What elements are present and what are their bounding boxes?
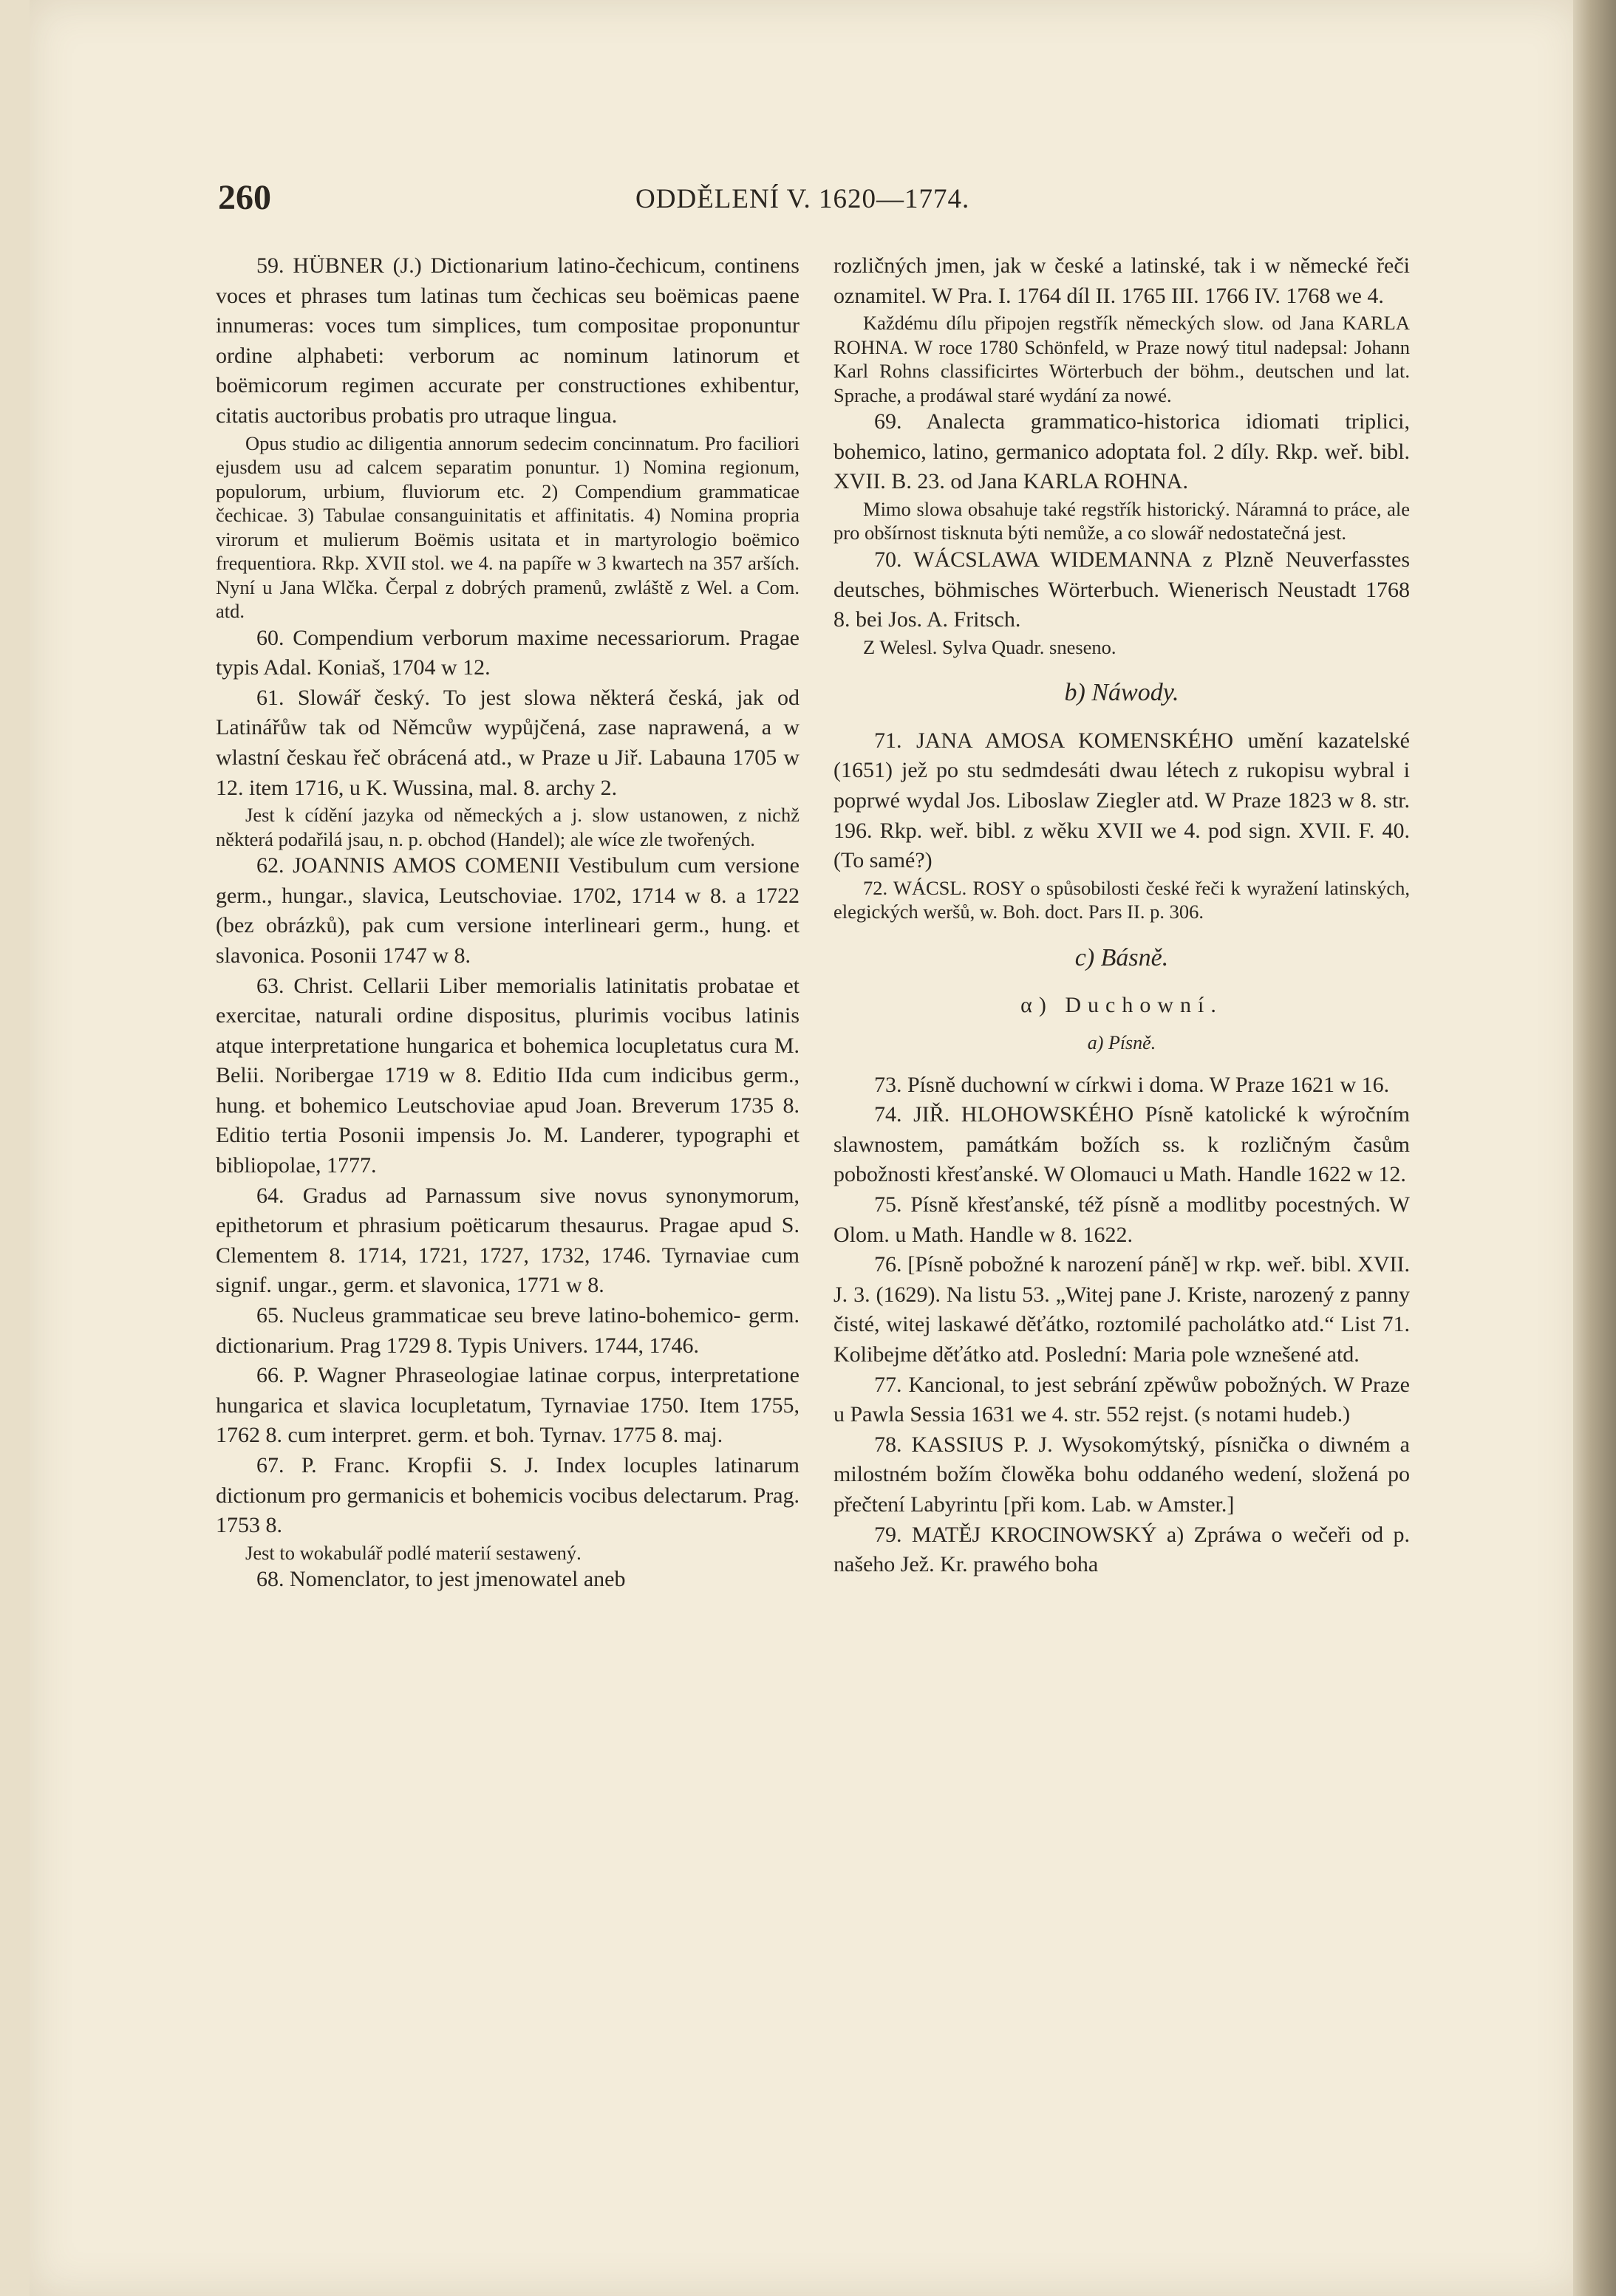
note-67: Jest to wokabulář podlé materií sestawený. bbox=[245, 1541, 582, 1564]
entry-70: 70. WÁCSLAWA WIDEMANNA z Plzně Neuverfasstes deutsches, böhmisches Wörterbuch. Wienerisch Neustadt 1768 8. bei Jos. A. Fritsch. bbox=[833, 547, 1410, 632]
note-61: Jest k cídění jazyka od německých a j. slow ustanowen, z nichž některá podařilá jsau, n. p. obchod (Handel); ale wíce zle twořených. bbox=[216, 804, 800, 850]
entry-67: 67. P. Franc. Kropfii S. J. Index locuples latinarum dictionum pro germanicis et bohemicis vocibus delectarum. Prag. 1753 8. bbox=[216, 1453, 800, 1538]
entry-78: 78. KASSIUS P. J. Wysokomýtský, písnička o diwném a milostném božím člowěka bohu oddaného wedení, složená po přečtení Labyrintu [při kom. Lab. w Amster.] bbox=[833, 1432, 1410, 1517]
entry-62: 62. JOANNIS AMOS COMENII Vestibulum cum versione germ., hungar., slavica, Leutschoviae. 1702, 1714 w 8. a 1722 (bez obrázků), pak cum versione interlineari germ., hung. et slavonica. Posonii 1747 w 8. bbox=[216, 853, 800, 968]
running-head: ODDĚLENÍ V. 1620—1774. bbox=[635, 184, 970, 214]
page-number: 260 bbox=[218, 178, 271, 217]
right-column bbox=[833, 251, 1410, 1580]
entry-73: 73. Písně duchowní w církwi i doma. W Praze 1621 w 16. bbox=[874, 1072, 1390, 1097]
entry-65: 65. Nucleus grammaticae seu breve latino-bohemico- germ. dictionarium. Prag 1729 8. Typis Univers. 1744, 1746. bbox=[216, 1303, 800, 1358]
entry-68: 68. Nomenclator, to jest jmenowatel aneb bbox=[256, 1567, 626, 1592]
section-heading-nawody: b) Náwody. bbox=[1064, 679, 1179, 707]
note-69: Mimo slowa obsahuje také regstřík historický. Náramná to práce, ale pro obšírnost tisknuta býti nemůže, a co slowář nedostatečná jest. bbox=[833, 497, 1410, 544]
entry-66: 66. P. Wagner Phraseologiae latinae corpus, interpretatione hungarica et slavica locupletatum, Tyrnaviae 1750. Item 1755, 1762 8. cum interpret. germ. et boh. Tyrnav. 1775 8. maj. bbox=[216, 1363, 800, 1448]
note-59: Opus studio ac diligentia annorum sedecim concinnatum. Pro faciliori ejusdem usu ad calcem separatim ponuntur. 1) Nomina regionum, populorum, urbium, fluviorum etc. 2) Compendium grammaticae čechicae. 3) Tabulae consanguinitatis et affinitatis. 4) Nomina propria virorum et mulierum Boëmis usitata et in martyrologio boëmico frequentiora. Rkp. XVII stol. we 4. na papíře w 3 kwartech na 357 arších. Nyní u Jana Wlčka. Čerpal z dobrých pramenů, zwláště z Wel. a Com. atd. bbox=[216, 431, 800, 623]
entry-75: 75. Písně křesťanské, též písně a modlitby pocestných. W Olom. u Math. Handle w 8. 1622. bbox=[833, 1192, 1410, 1247]
entry-69: 69. Analecta grammatico-historica idiomati triplici, bohemico, latino, germanico adoptata fol. 2 díly. Rkp. weř. bibl. XVII. B. 23. od Jana KARLA ROHNA. bbox=[833, 409, 1410, 494]
entry-76: 76. [Písně pobožné k narození páně] w rkp. weř. bibl. XVII. J. 3. (1629). Na listu 53. „Witej pane J. Kriste, narozený z panny čisté, witej laskawé děťátko, roztomilé pacholátko atd.“ List 71. Kolibejme děťátko atd. Poslední: Maria pole wznešené atd. bbox=[833, 1252, 1410, 1367]
entry-63: 63. Christ. Cellarii Liber memorialis latinitatis probatae et exercitae, naturali ordine dispositus, plurimis vocibus latinis atque interpretatione hungarica et bohemica locupletatus cura M. Belii. Noribergae 1719 w 8. Editio IIda cum indicibus germ., hung. et bohemico Leutschoviae apud Joan. Breverum 1735 8. Editio tertia Posonii impensis Jo. M. Landerer, typographi et bibliopolae, 1777. bbox=[216, 973, 800, 1178]
page-header bbox=[0, 177, 1616, 222]
entry-74: 74. JIŘ. HLOHOWSKÉHO Písně katolické k wýročním slawnostem, památkám božích ss. k rozličným časům pobožnosti křesťanské. W Olomauci u Math. Handle 1622 w 12. bbox=[833, 1102, 1410, 1187]
note-68: Každému dílu připojen regstřík německých slow. od Jana KARLA ROHNA. W roce 1780 Schönfeld, w Praze nowý titul nadepsal: Johann Karl Rohns classificirtes Wörterbuch der böhm., deutschen und lat. Sprache, a prodáwal staré wydání za nowé. bbox=[833, 312, 1410, 406]
entry-79: 79. MATĚJ KROCINOWSKÝ a) Zpráwa o wečeři od p. našeho Jež. Kr. prawého boha bbox=[833, 1522, 1410, 1577]
section-heading-basne: c) Básně. bbox=[1074, 943, 1169, 971]
left-column bbox=[216, 251, 800, 1595]
entry-77: 77. Kancional, to jest sebrání zpěwůw pobožných. W Praze u Pawla Sessia 1631 we 4. str. 552 rejst. (s notami hudeb.) bbox=[833, 1372, 1410, 1427]
book-spine-edge bbox=[1573, 0, 1616, 2296]
entry-68-continued: rozličných jmen, jak w české a latinské, tak i w německé řeči oznamitel. W Pra. I. 1764 díl II. 1765 III. 1766 IV. 1768 we 4. bbox=[833, 253, 1410, 308]
entry-64: 64. Gradus ad Parnassum sive novus synonymorum, epithetorum et phrasium poëticarum thesaurus. Pragae apud S. Clementem 8. 1714, 1721, 1727, 1732, 1746. Tyrnaviae cum signif. ungar., germ. et slavonica, 1771 w 8. bbox=[216, 1183, 800, 1298]
entry-60: 60. Compendium verborum maxime necessariorum. Pragae typis Adal. Koniaš, 1704 w 12. bbox=[216, 625, 800, 680]
entry-71: 71. JANA AMOSA KOMENSKÉHO umění kazatelské (1651) jež po stu sedmdesáti dwau létech z rukopisu wybral i poprwé wydal Jos. Liboslaw Ziegler atd. W Praze 1823 w 8. str. 196. Rkp. weř. bibl. z wěku XVII we 4. pod sign. XVII. F. 40. (To samé?) bbox=[833, 728, 1410, 873]
entry-72: 72. WÁCSL. ROSY o spůsobilosti české řeči k wyražení latinských, elegických weršů, w. Boh. doct. Pars II. p. 306. bbox=[833, 876, 1410, 923]
entry-59: 59. HÜBNER (J.) Dictionarium latino-čechicum, continens voces et phrases tum latinas tum čechicas seu boëmicas paene innumeras: voces tum simplices, tum compositae proponuntur ordine alphabeti: verborum ac nominum latinorum et boëmicorum regimen accurate per constructiones exhibentur, citatis auctoribus probatis pro utraque lingua. bbox=[216, 253, 800, 428]
note-70: Z Welesl. Sylva Quadr. sneseno. bbox=[863, 635, 1116, 658]
entry-61: 61. Slowář český. To jest slowa některá česká, jak od Latinářůw tak od Němcůw wypůjčená, zase naprawená, a w wlastní českau řeč obrácená atd., w Praze u Jiř. Labauna 1705 w 12. item 1716, u K. Wussina, mal. 8. archy 2. bbox=[216, 685, 800, 800]
subsubsection-heading-pisne: a) Písně. bbox=[1087, 1032, 1156, 1053]
subsection-heading-duchowni: α) Duchowní. bbox=[1020, 993, 1223, 1018]
